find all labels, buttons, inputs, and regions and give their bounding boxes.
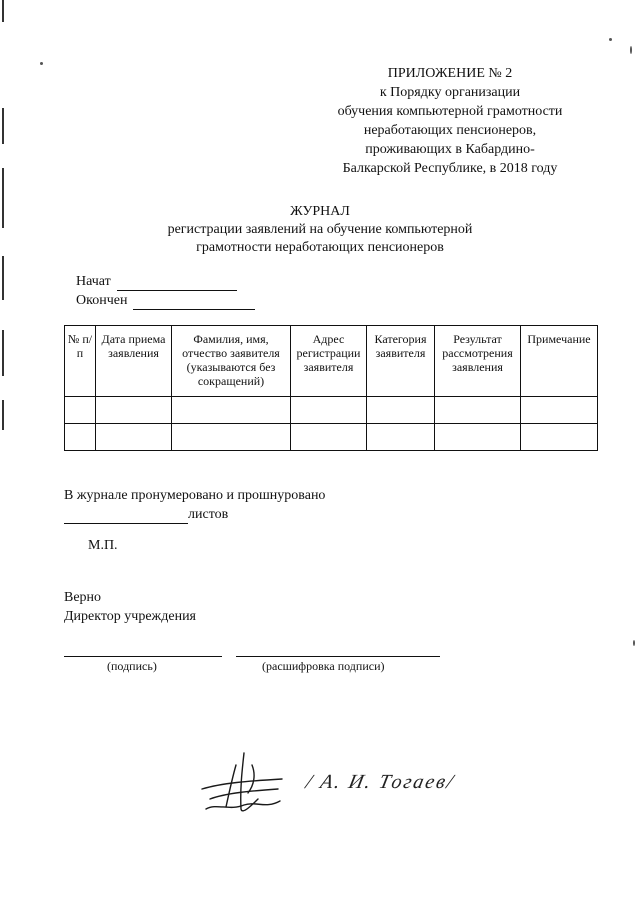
col-name-header: Фамилия, имя, отчество заявителя (указываются без сокращений) <box>172 326 291 397</box>
table-cell <box>96 424 172 451</box>
sheets-blank-line <box>64 510 188 524</box>
numbered-statement <box>64 486 325 524</box>
appendix-line: обучения компьютерной грамотности <box>337 104 563 119</box>
appendix-line: Балкарской Республике, в 2018 году <box>342 161 558 176</box>
scan-speck <box>40 62 43 65</box>
col-address-header: Адрес регистрации заявителя <box>291 326 367 397</box>
table-cell <box>435 424 521 451</box>
journal-subtitle-line: грамотности неработающих пенсионеров <box>196 240 444 255</box>
signature-caption: (подпись) <box>107 659 157 673</box>
finished-row <box>76 291 255 310</box>
handwritten-name: / А. И. Тогаев/ <box>303 771 457 793</box>
decoding-caption: (расшифровка подписи) <box>262 659 385 673</box>
scan-mark <box>2 330 4 376</box>
table-cell <box>172 424 291 451</box>
handwritten-signature <box>196 745 296 820</box>
journal-subtitle-line: регистрации заявлений на обучение компьютерной <box>167 222 473 237</box>
col-date-header: Дата приема заявления <box>96 326 172 397</box>
table-cell <box>96 397 172 424</box>
seal-placeholder: М.П. <box>88 538 118 553</box>
sheets-row <box>64 505 325 524</box>
director-label: Директор учреждения <box>64 609 196 624</box>
started-blank-line <box>117 277 237 291</box>
decoding-line <box>236 656 440 657</box>
scan-speck <box>609 38 612 41</box>
finished-label: Окончен <box>76 293 128 308</box>
table-cell <box>291 397 367 424</box>
scan-mark <box>2 168 4 228</box>
scan-speck <box>633 640 635 646</box>
numbered-text: В журнале пронумеровано и прошнуровано <box>64 488 326 503</box>
sheets-label: листов <box>188 507 229 522</box>
col-category-header: Категория заявителя <box>367 326 435 397</box>
table-cell <box>65 397 96 424</box>
appendix-line: к Порядку организации <box>379 85 521 100</box>
period-block <box>76 272 255 310</box>
registration-table <box>64 325 598 451</box>
table-cell <box>521 424 598 451</box>
appendix-header <box>300 64 600 178</box>
appendix-line: ПРИЛОЖЕНИЕ № 2 <box>387 66 513 81</box>
appendix-line: проживающих в Кабардино- <box>365 142 535 157</box>
finished-blank-line <box>133 296 255 310</box>
table-cell <box>521 397 598 424</box>
journal-title-block <box>120 203 520 257</box>
certification-block <box>64 588 196 626</box>
scan-speck <box>630 46 632 54</box>
appendix-line: неработающих пенсионеров, <box>363 123 537 138</box>
verno-label: Верно <box>64 590 102 605</box>
col-number-header: № п/п <box>65 326 96 397</box>
table-cell <box>367 397 435 424</box>
table-cell <box>172 397 291 424</box>
col-note-header: Примечание <box>521 326 598 397</box>
signature-line <box>64 656 222 657</box>
table-cell <box>65 424 96 451</box>
table-row <box>65 424 598 451</box>
started-row <box>76 272 255 291</box>
scan-mark <box>2 108 4 144</box>
table-header-row <box>65 326 598 397</box>
started-label: Начат <box>76 274 111 289</box>
table-cell <box>291 424 367 451</box>
col-result-header: Результат рассмотрения заявления <box>435 326 521 397</box>
scan-mark <box>2 400 4 430</box>
journal-title: ЖУРНАЛ <box>290 204 350 219</box>
scan-mark <box>2 256 4 300</box>
table-row <box>65 397 598 424</box>
table-cell <box>367 424 435 451</box>
scan-mark <box>2 0 4 22</box>
table-cell <box>435 397 521 424</box>
